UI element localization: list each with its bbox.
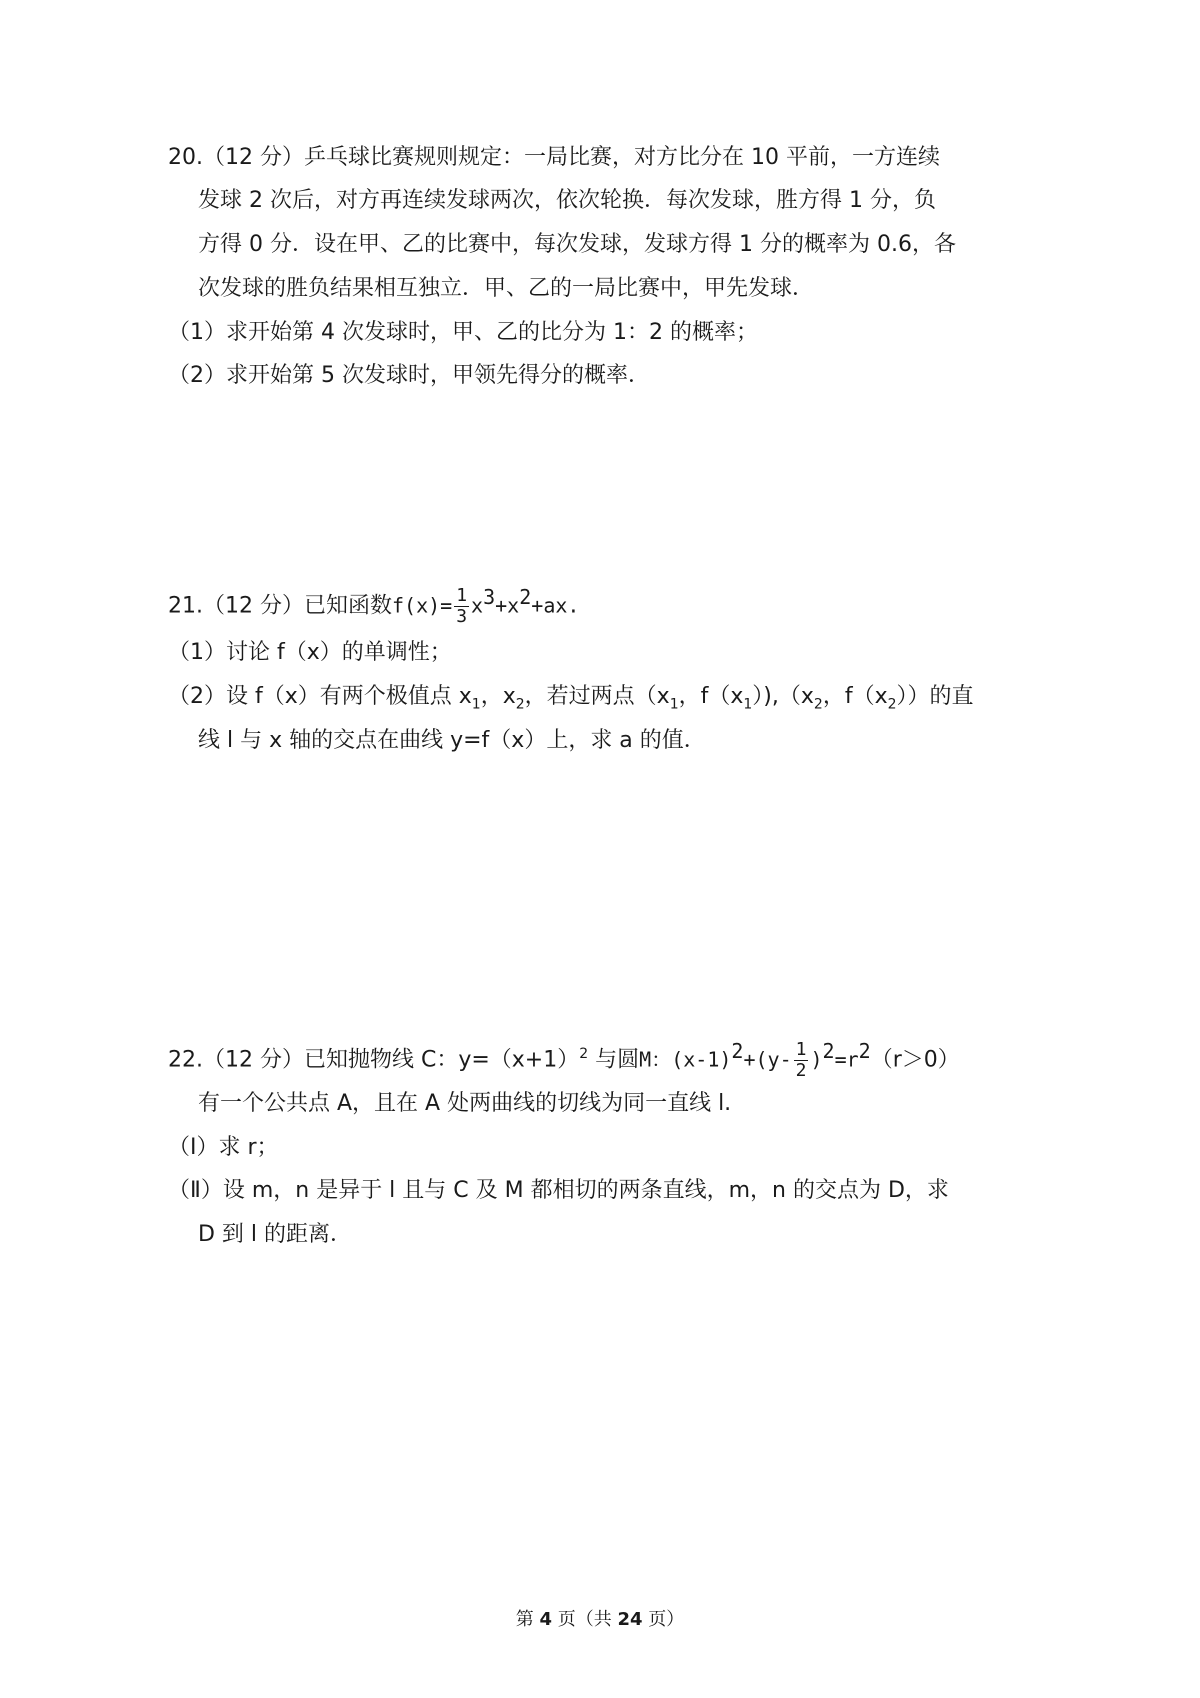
q22-circle-b: +(y- bbox=[743, 1047, 792, 1072]
q22-m-label: M： bbox=[639, 1047, 672, 1072]
q21-part2-text-b: ，x bbox=[480, 684, 516, 709]
q21-sub-1: 1 bbox=[471, 696, 481, 713]
q22-circle-d: =r bbox=[834, 1047, 859, 1072]
q22-mid: 与圆 bbox=[588, 1047, 640, 1073]
q20-line-3: 方得 0 分．设在甲、乙的比赛中，每次发球，发球方得 1 分的概率为 0.6，各 bbox=[198, 232, 956, 257]
q20-line-4: 次发球的胜负结果相互独立．甲、乙的一局比赛中，甲先发球． bbox=[198, 276, 815, 301]
q22-prefix: 22.（12 分）已知抛物线 C：y=（x+1） bbox=[168, 1047, 580, 1073]
q22-exp-2: 2 bbox=[731, 1039, 744, 1063]
q21-part2-text-c: ，若过两点（x bbox=[524, 684, 670, 709]
q22-exp-1: 2 bbox=[579, 1046, 589, 1062]
q22-stem bbox=[168, 1036, 960, 1081]
q22-frac-den: 2 bbox=[795, 1059, 807, 1081]
q20-line-2: 发球 2 次后，对方再连续发球两次，依次轮换．每次发球，胜方得 1 分，负 bbox=[198, 188, 936, 213]
q21-term-3: +ax. bbox=[531, 593, 580, 618]
q22-circle-c: ) bbox=[810, 1047, 823, 1072]
q21-part-2-line-2: 线 l 与 x 轴的交点在曲线 y=f（x）上，求 a 的值． bbox=[198, 728, 706, 753]
q21-part2-text-a: （2）设 f（x）有两个极值点 x bbox=[168, 684, 472, 709]
q21-part2-text-g: ））的直 bbox=[896, 684, 974, 709]
q21-sub-6: 2 bbox=[887, 696, 897, 713]
footer-total-pages: 24 bbox=[617, 1609, 643, 1630]
q20-part-1: （1）求开始第 4 次发球时，甲、乙的比分为 1：2 的概率； bbox=[168, 320, 758, 345]
q22-exp-4: 2 bbox=[858, 1039, 871, 1063]
q21-exp-1: 3 bbox=[483, 585, 496, 609]
q21-prefix: 21.（12 分）已知函数 bbox=[168, 593, 392, 619]
footer-mid: 页（共 bbox=[552, 1609, 618, 1630]
q21-part2-text-e: ）),（x bbox=[752, 684, 814, 709]
footer-prefix: 第 bbox=[515, 1609, 540, 1630]
q22-line-2: 有一个公共点 A，且在 A 处两曲线的切线为同一直线 l. bbox=[198, 1091, 732, 1116]
q22-fraction bbox=[794, 1040, 809, 1081]
q22-part-2-line-2: D 到 l 的距离． bbox=[198, 1222, 353, 1247]
footer-suffix: 页） bbox=[642, 1609, 685, 1630]
q20-part-2: （2）求开始第 5 次发球时，甲领先得分的概率． bbox=[168, 363, 650, 388]
q21-stem bbox=[168, 582, 579, 627]
q21-part-1: （1）讨论 f（x）的单调性； bbox=[168, 640, 452, 665]
q21-sub-2: 2 bbox=[515, 696, 525, 713]
q21-sub-5: 2 bbox=[813, 696, 823, 713]
q22-part-1: （Ⅰ）求 r； bbox=[168, 1135, 279, 1160]
q22-circle-a: (x-1) bbox=[671, 1047, 732, 1072]
page-footer bbox=[0, 1608, 1200, 1632]
q21-part2-text-d: ，f（x bbox=[678, 684, 744, 709]
q21-frac-den: 3 bbox=[456, 605, 468, 627]
q21-f-lhs: f(x)= bbox=[391, 593, 453, 618]
q21-sub-4: 1 bbox=[743, 696, 753, 713]
q21-frac-num: 1 bbox=[456, 584, 468, 606]
q21-part2-text-f: ，f（x bbox=[822, 684, 888, 709]
q21-term-1: x bbox=[471, 593, 484, 618]
q21-sub-3: 1 bbox=[669, 696, 679, 713]
q21-fraction bbox=[454, 586, 469, 627]
q22-frac-num: 1 bbox=[795, 1038, 807, 1060]
q22-part-2: （Ⅱ）设 m，n 是异于 l 且与 C 及 M 都相切的两条直线，m，n 的交点为 D，求 bbox=[168, 1178, 949, 1203]
q22-exp-3: 2 bbox=[822, 1039, 835, 1063]
q21-term-2: +x bbox=[495, 593, 520, 618]
q22-condition: （r＞0） bbox=[870, 1047, 960, 1073]
q21-exp-2: 2 bbox=[519, 585, 532, 609]
footer-page-number: 4 bbox=[539, 1609, 552, 1630]
q20-line-1: 20.（12 分）乒乓球比赛规则规定：一局比赛，对方比分在 10 平前，一方连续 bbox=[168, 145, 940, 170]
q21-part-2 bbox=[168, 682, 974, 719]
